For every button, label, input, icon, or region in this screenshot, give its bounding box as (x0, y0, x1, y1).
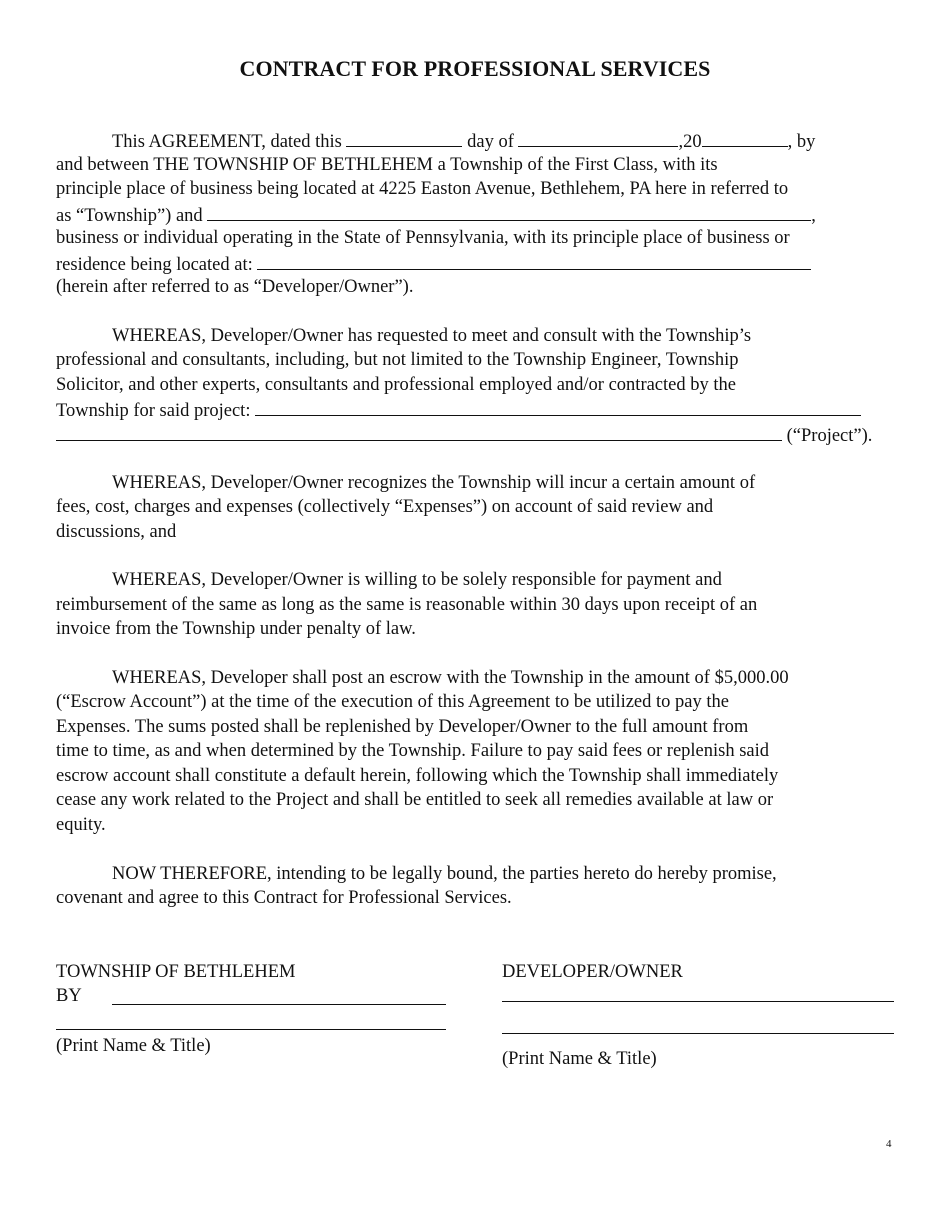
whereas-4-line-4: time to time, as and when determined by the Township. Failure to pay said fees or replenish said (56, 741, 770, 761)
agreement-line-3: principle place of business being located at 4225 Easton Avenue, Bethlehem, PA here in referred to (56, 179, 789, 199)
whereas-2-line-3: discussions, and (56, 522, 177, 542)
text: (“Project”). (782, 426, 873, 446)
text: day of (462, 132, 519, 152)
agreement-line-7: (herein after referred to as “Developer/Owner”). (56, 277, 414, 297)
agreement-line-4 (56, 202, 816, 228)
developer-signature-line[interactable] (502, 1001, 894, 1002)
page-number: 4 (886, 1138, 892, 1150)
developer-print-name-line[interactable] (502, 1033, 894, 1034)
whereas-3-line-1: WHEREAS, Developer/Owner is willing to be solely responsible for payment and (112, 570, 722, 590)
text: , by (787, 132, 816, 152)
developer-print-name-label: (Print Name & Title) (502, 1049, 657, 1069)
text: , (811, 206, 816, 226)
whereas-3-line-3: invoice from the Township under penalty of law. (56, 619, 416, 639)
whereas-4-line-7: equity. (56, 815, 106, 835)
developer-signature-heading: DEVELOPER/OWNER (502, 962, 683, 982)
whereas-1-line-1: WHEREAS, Developer/Owner has requested to meet and consult with the Township’s (112, 326, 752, 346)
developer-name-blank[interactable] (207, 202, 811, 221)
township-signature-line[interactable] (112, 1004, 446, 1005)
township-print-name-label: (Print Name & Title) (56, 1036, 211, 1056)
agreement-line-2: and between THE TOWNSHIP OF BETHLEHEM a Township of the First Class, with its (56, 155, 718, 175)
agreement-line-5: business or individual operating in the State of Pennsylvania, with its principle place of business or (56, 228, 790, 248)
whereas-4-line-5: escrow account shall constitute a default herein, following which the Township shall immediately (56, 766, 779, 786)
text: Township for said project: (56, 401, 256, 421)
whereas-1-line-3: Solicitor, and other experts, consultants and professional employed and/or contracted by the (56, 375, 736, 395)
agreement-line-6 (56, 251, 811, 277)
text: as “Township”) and (56, 206, 208, 226)
project-blank-2[interactable] (56, 422, 782, 441)
document-title: CONTRACT FOR PROFESSIONAL SERVICES (239, 56, 711, 81)
day-blank[interactable] (346, 128, 462, 147)
whereas-3-line-2: reimbursement of the same as long as the same is reasonable within 30 days upon receipt of an (56, 595, 758, 615)
year-blank[interactable] (702, 128, 788, 147)
now-therefore-line-1: NOW THEREFORE, intending to be legally bound, the parties hereto do hereby promise, (112, 864, 777, 884)
text: residence being located at: (56, 255, 258, 275)
whereas-2-line-1: WHEREAS, Developer/Owner recognizes the Township will incur a certain amount of (112, 473, 756, 493)
text: This AGREEMENT, dated this (112, 132, 347, 152)
whereas-1-line-4 (56, 397, 861, 423)
whereas-4-line-6: cease any work related to the Project and shall be entitled to seek all remedies available at law or (56, 790, 774, 810)
whereas-2-line-2: fees, cost, charges and expenses (collectively “Expenses”) on account of said review and (56, 497, 714, 517)
whereas-1-line-5 (56, 422, 872, 448)
text: ,20 (678, 132, 702, 152)
now-therefore-line-2: covenant and agree to this Contract for Professional Services. (56, 888, 512, 908)
whereas-1-line-2: professional and consultants, including, but not limited to the Township Engineer, Township (56, 350, 739, 370)
by-label: BY (56, 986, 82, 1006)
whereas-4-line-2: (“Escrow Account”) at the time of the execution of this Agreement to be utilized to pay the (56, 692, 729, 712)
whereas-4-line-1: WHEREAS, Developer shall post an escrow with the Township in the amount of $5,000.00 (112, 668, 789, 688)
whereas-4-line-3: Expenses. The sums posted shall be replenished by Developer/Owner to the full amount from (56, 717, 749, 737)
agreement-line-1 (112, 128, 815, 154)
township-print-name-line[interactable] (56, 1029, 446, 1030)
project-blank-1[interactable] (255, 397, 861, 416)
residence-blank[interactable] (257, 251, 811, 270)
township-signature-heading: TOWNSHIP OF BETHLEHEM (56, 962, 296, 982)
month-blank[interactable] (518, 128, 678, 147)
